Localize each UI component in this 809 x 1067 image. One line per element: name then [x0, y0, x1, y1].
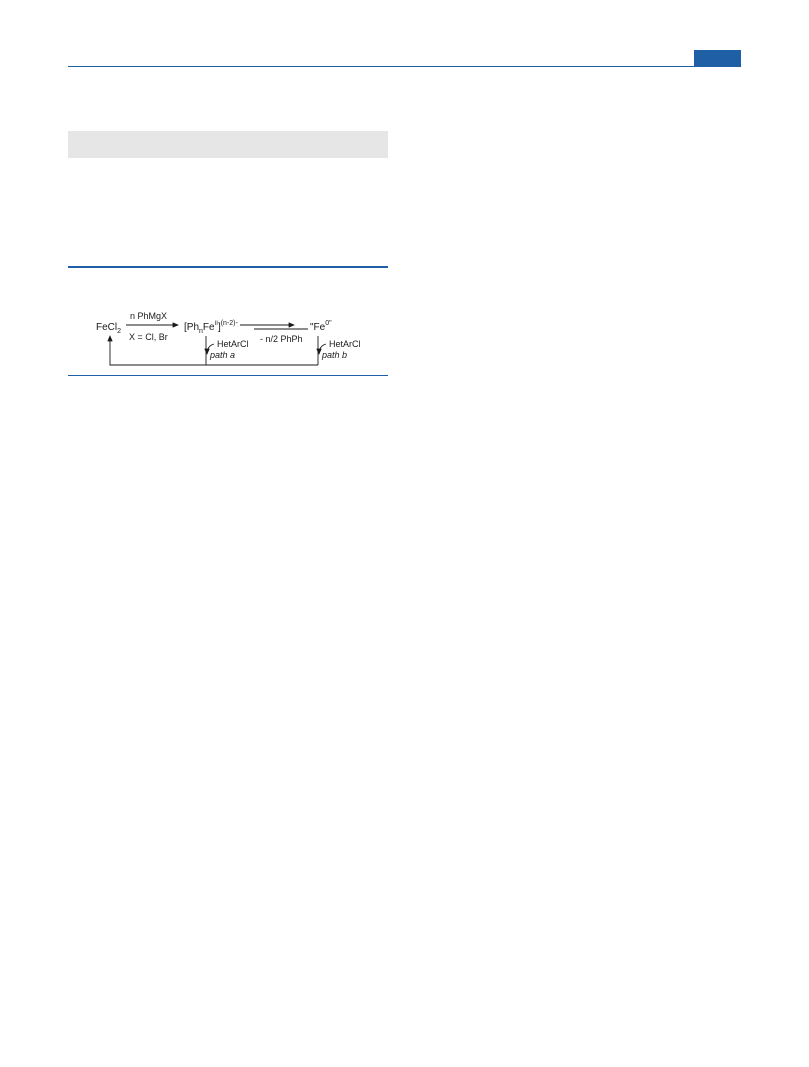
header-tab	[694, 50, 741, 66]
reagent-top-label: n PhMgX	[130, 311, 168, 321]
path-a-label: path a	[210, 350, 236, 360]
header-rule	[68, 66, 741, 67]
scheme-bottom-rule	[68, 375, 388, 376]
table-header-band	[68, 131, 388, 158]
path-b-label: path b	[322, 350, 348, 360]
path-a-reagent: HetArCl	[217, 339, 249, 349]
reactant-label: FeCl$_2$	[96, 322, 122, 335]
path-b-reagent: HetArCl	[329, 339, 361, 349]
product-label: "$Fe^{0"}$	[310, 320, 332, 333]
byproduct-label: - n/2 PhPh	[260, 334, 303, 344]
reagent-bottom-label: X = Cl, Br	[129, 332, 168, 342]
reaction-scheme	[68, 268, 388, 375]
intermediate-label: $[Ph_nFe^{II}]^{(n-2)-}$	[184, 320, 238, 335]
